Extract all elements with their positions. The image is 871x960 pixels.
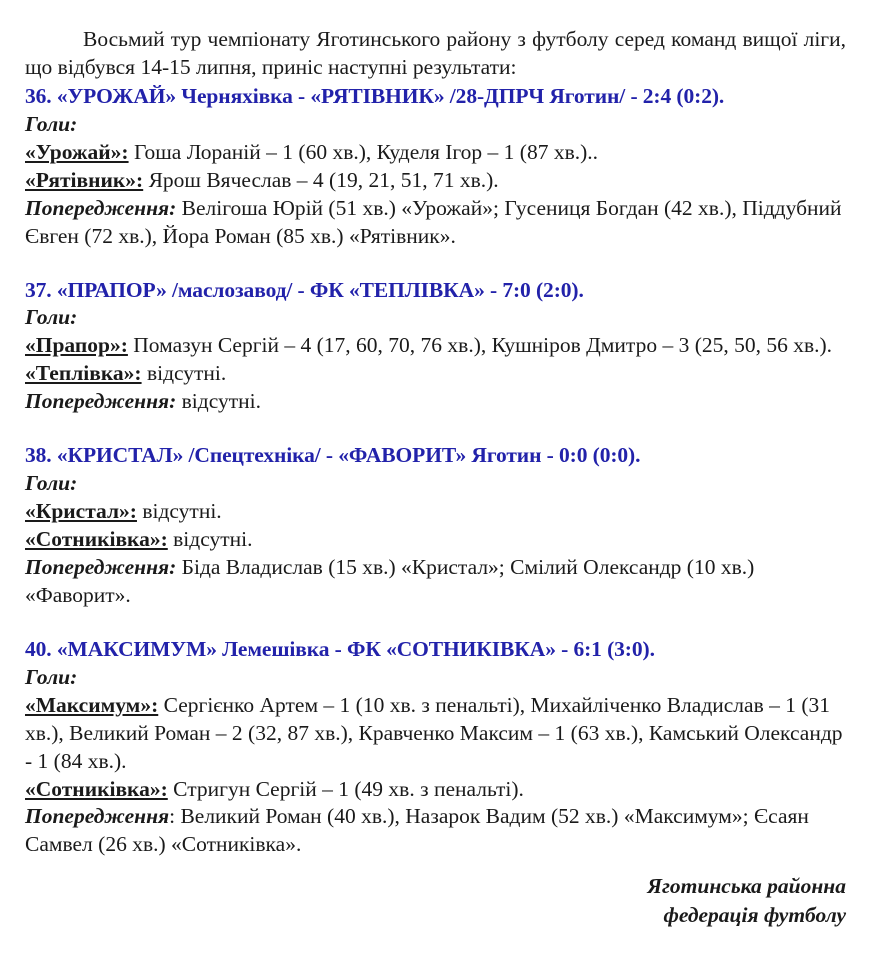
match-heading: 40. «МАКСИМУМ» Лемешівка - ФК «СОТНИКІВКА» - 6:1 (3:0). [25,636,655,661]
away-goals-line [25,776,846,804]
away-team-label: «Сотниківка»: [25,776,168,801]
away-team-label: «Рятівник»: [25,167,144,192]
match-heading: 38. «КРИСТАЛ» /Спецтехніка/ - «ФАВОРИТ» Яготин - 0:0 (0:0). [25,443,641,468]
cards-line [25,554,846,610]
home-goals-line [25,692,846,776]
cards-label-colon: : [169,804,176,829]
match-heading: 36. «УРОЖАЙ» Черняхівка - «РЯТІВНИК» /28-ДПРЧ Яготин/ - 2:4 (0:2). [25,83,725,108]
match-block-38 [25,442,846,610]
goals-label: Голи: [25,111,78,136]
goals-heading [25,304,846,332]
signature-block [647,872,846,930]
home-goals-text: Гоша Лораній – 1 (60 хв.), Куделя Ігор – 1 (87 хв.).. [128,139,599,164]
goals-label: Голи: [25,471,78,496]
cards-line [25,803,846,859]
cards-text: Біда Владислав (15 хв.) «Кристал»; Смілий Олександр (10 хв.) «Фаворит». [25,554,755,607]
intro-paragraph: Восьмий тур чемпіонату Яготинського району з футболу серед команд вищої ліги, що відбувся 14-15 липня, приніс наступні результати: [25,27,846,79]
match-block-40 [25,636,846,860]
away-goals-line [25,360,846,388]
match-heading: 37. «ПРАПОР» /маслозавод/ - ФК «ТЕПЛІВКА» - 7:0 (2:0). [25,277,584,302]
home-team-label: «Кристал»: [25,499,137,524]
cards-label: Попередження: [25,389,177,414]
home-team-label: «Максимум»: [25,692,159,717]
away-team-label: «Теплівка»: [25,361,142,386]
away-team-label: «Сотниківка»: [25,527,168,551]
cards-text: Велігоша Юрій (51 хв.) «Урожай»; Гусениця Богдан (42 хв.), Піддубний Євген (72 хв.), Йора Роман (85 хв.) «Рятівник». [25,195,842,248]
cards-line [25,195,846,251]
goals-heading [25,470,846,498]
match-block-37 [25,277,846,417]
signature-line-2: федерація футболу [663,903,846,928]
cards-label: Попередження: [25,554,177,579]
away-goals-line [25,526,846,554]
home-team-label: «Прапор»: [25,333,128,358]
goals-heading [25,664,846,692]
home-goals-line [25,498,846,526]
goals-label: Голи: [25,305,78,330]
match-block-36 [25,83,846,251]
home-goals-line [25,332,846,360]
home-goals-line [25,139,846,167]
cards-label: Попередження [25,804,170,829]
home-goals-text: Помазун Сергій – 4 (17, 60, 70, 76 хв.), Кушніров Дмитро – 3 (25, 50, 56 хв.). [127,333,833,358]
cards-text: Великий Роман (40 хв.), Назарок Вадим (52 хв.) «Максимум»; Єсаян Самвел (26 хв.) «Сотниківка». [25,804,809,857]
cards-label: Попередження: [25,195,177,220]
home-goals-text: відсутні. [136,499,222,524]
home-goals-text: Сергієнко Артем – 1 (10 хв. з пенальті), Михайліченко Владислав – 1 (31 хв.), Великий Роман – 2 (32, 87 хв.), Кравченко Максим – 1 (63 хв.), Камський Олександр - 1 (84 хв.). [25,692,843,773]
cards-line [25,388,846,416]
away-goals-text: відсутні. [167,527,253,551]
away-goals-text: Стригун Сергій – 1 (49 хв. з пенальті). [167,776,524,801]
away-goals-text: відсутні. [141,361,227,386]
away-goals-text: Ярош Вячеслав – 4 (19, 21, 51, 71 хв.). [143,167,499,192]
home-team-label: «Урожай»: [25,139,129,164]
goals-label: Голи: [25,664,78,689]
signature-line-1: Яготинська районна [647,874,846,899]
goals-heading [25,111,846,139]
away-goals-line [25,167,846,195]
cards-text: відсутні. [176,389,261,414]
